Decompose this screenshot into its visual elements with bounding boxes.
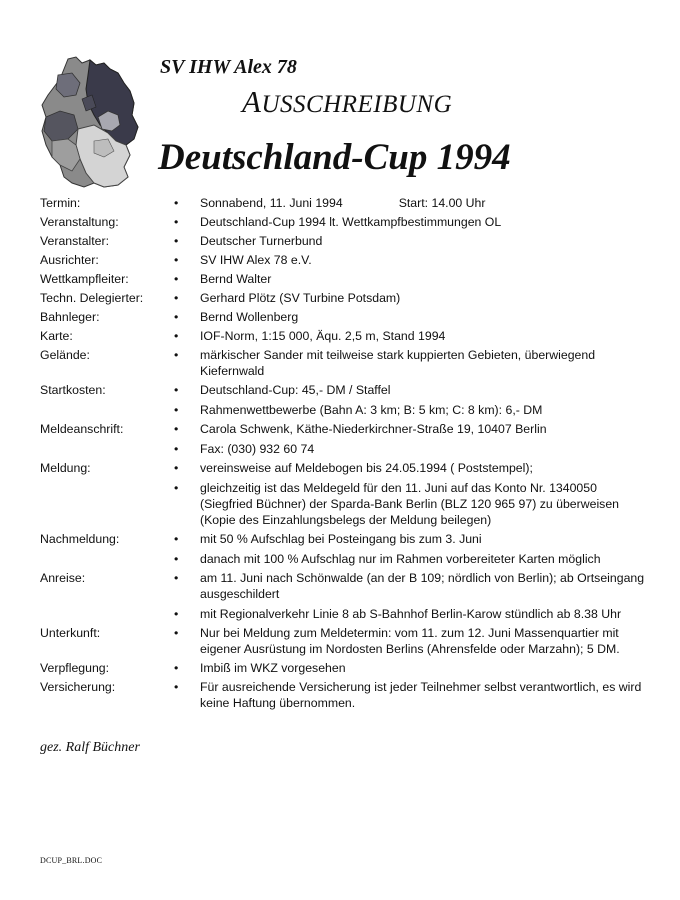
detail-value: mit Regionalverkehr Linie 8 ab S-Bahnhof Berlin-Karow stündlich ab 8.38 Uhr xyxy=(200,607,622,621)
bullet-icon: • xyxy=(174,422,179,436)
detail-label: Termin: xyxy=(40,196,81,210)
detail-value: Gerhard Plötz (SV Turbine Potsdam) xyxy=(200,291,401,305)
detail-row xyxy=(40,233,650,249)
detail-row xyxy=(40,195,650,211)
signature: gez. Ralf Büchner xyxy=(40,740,140,755)
detail-label: Ausrichter: xyxy=(40,253,99,267)
detail-text xyxy=(200,233,650,249)
detail-item xyxy=(174,233,650,249)
detail-text xyxy=(200,421,650,437)
detail-text xyxy=(200,347,650,379)
detail-text xyxy=(200,328,650,344)
detail-text xyxy=(200,606,650,622)
detail-label: Meldung: xyxy=(40,461,91,475)
detail-text xyxy=(200,290,650,306)
detail-label: Nachmeldung: xyxy=(40,532,120,546)
detail-item xyxy=(174,402,650,418)
detail-item xyxy=(174,347,650,379)
bullet-icon: • xyxy=(174,661,179,675)
detail-item xyxy=(174,531,650,547)
detail-value: Bernd Walter xyxy=(200,272,272,286)
detail-value: Für ausreichende Versicherung ist jeder Teilnehmer selbst verantwortlich, es wird keine Haftung übernommen. xyxy=(200,680,642,710)
detail-value: Carola Schwenk, Käthe-Niederkirchner-Straße 19, 10407 Berlin xyxy=(200,422,547,436)
detail-item xyxy=(174,679,650,711)
detail-row xyxy=(40,531,650,567)
bullet-icon: • xyxy=(174,383,179,397)
start-time: Start: 14.00 Uhr xyxy=(398,196,486,210)
detail-text xyxy=(200,679,650,711)
detail-value: Rahmenwettbewerbe (Bahn A: 3 km; B: 5 km; C: 8 km): 6,- DM xyxy=(200,403,543,417)
detail-item xyxy=(174,214,650,230)
detail-text xyxy=(200,660,650,676)
bullet-icon: • xyxy=(174,348,179,362)
detail-label: Anreise: xyxy=(40,571,86,585)
detail-item xyxy=(174,570,650,602)
document-heading xyxy=(242,84,452,120)
bullet-icon: • xyxy=(174,291,179,305)
detail-value: Bernd Wollenberg xyxy=(200,310,299,324)
detail-item xyxy=(174,290,650,306)
detail-value: mit 50 % Aufschlag bei Posteingang bis zum 3. Juni xyxy=(200,532,482,546)
detail-label: Karte: xyxy=(40,329,73,343)
detail-text xyxy=(200,480,650,528)
detail-label: Veranstaltung: xyxy=(40,215,119,229)
detail-item xyxy=(174,382,650,398)
detail-item xyxy=(174,606,650,622)
detail-item xyxy=(174,252,650,268)
detail-row xyxy=(40,570,650,622)
detail-row xyxy=(40,660,650,676)
file-name: DCUP_BRL.DOC xyxy=(40,856,103,865)
detail-text xyxy=(200,570,650,602)
detail-label: Wettkampfleiter: xyxy=(40,272,129,286)
detail-label: Verpflegung: xyxy=(40,661,110,675)
detail-item xyxy=(174,480,650,528)
detail-value: Deutscher Turnerbund xyxy=(200,234,323,248)
detail-label: Versicherung: xyxy=(40,680,116,694)
detail-row xyxy=(40,309,650,325)
bullet-icon: • xyxy=(174,272,179,286)
detail-row xyxy=(40,625,650,657)
detail-item xyxy=(174,441,650,457)
detail-text xyxy=(200,625,650,657)
detail-text xyxy=(200,214,650,230)
detail-item xyxy=(174,271,650,287)
detail-value: Fax: (030) 932 60 74 xyxy=(200,442,315,456)
detail-text xyxy=(200,271,650,287)
detail-value: danach mit 100 % Aufschlag nur im Rahmen vorbereiteter Karten möglich xyxy=(200,552,601,566)
detail-row xyxy=(40,290,650,306)
detail-row xyxy=(40,347,650,379)
detail-text xyxy=(200,195,650,211)
detail-row xyxy=(40,328,650,344)
detail-text xyxy=(200,402,650,418)
bullet-icon: • xyxy=(174,310,179,324)
detail-item xyxy=(174,421,650,437)
bullet-icon: • xyxy=(174,329,179,343)
detail-item xyxy=(174,460,650,476)
detail-item xyxy=(174,551,650,567)
heading-initial: A xyxy=(242,84,262,119)
detail-label: Gelände: xyxy=(40,348,90,362)
detail-label: Techn. Delegierter: xyxy=(40,291,144,305)
bullet-icon: • xyxy=(174,571,179,585)
detail-row xyxy=(40,271,650,287)
detail-value: Sonnabend, 11. Juni 1994 xyxy=(200,196,343,210)
detail-value: IOF-Norm, 1:15 000, Äqu. 2,5 m, Stand 1994 xyxy=(200,329,446,343)
detail-text xyxy=(200,252,650,268)
detail-row xyxy=(40,252,650,268)
club-name: SV IHW Alex 78 xyxy=(160,56,297,78)
detail-label: Unterkunft: xyxy=(40,626,101,640)
detail-label: Startkosten: xyxy=(40,383,106,397)
detail-value: gleichzeitig ist das Meldegeld für den 11. Juni auf das Konto Nr. 1340050 (Siegfried Büchner) der Sparda-Bank Berlin (BLZ 120 965 97) zu überweisen (Kopie des Einzahlungsbelegs der Meldung beilegen) xyxy=(200,481,620,527)
detail-item xyxy=(174,660,650,676)
detail-label: Veranstalter: xyxy=(40,234,110,248)
bullet-icon: • xyxy=(174,461,179,475)
detail-item xyxy=(174,309,650,325)
detail-row xyxy=(40,679,650,711)
detail-text xyxy=(200,382,650,398)
germany-map-logo xyxy=(38,55,140,190)
bullet-icon: • xyxy=(174,442,179,456)
detail-row xyxy=(40,382,650,418)
bullet-icon: • xyxy=(174,403,179,417)
detail-value: SV IHW Alex 78 e.V. xyxy=(200,253,312,267)
detail-value: märkischer Sander mit teilweise stark kuppierten Gebieten, überwiegend Kiefernwald xyxy=(200,348,596,378)
bullet-icon: • xyxy=(174,680,179,694)
bullet-icon: • xyxy=(174,532,179,546)
detail-row xyxy=(40,421,650,457)
detail-row xyxy=(40,214,650,230)
bullet-icon: • xyxy=(174,626,179,640)
details-list xyxy=(40,195,650,714)
detail-value: Deutschland-Cup 1994 lt. Wettkampfbestimmungen OL xyxy=(200,215,502,229)
detail-row xyxy=(40,460,650,528)
detail-item xyxy=(174,625,650,657)
detail-text xyxy=(200,309,650,325)
bullet-icon: • xyxy=(174,234,179,248)
heading-rest: USSCHREIBUNG xyxy=(261,91,453,118)
detail-value: Imbiß im WKZ vorgesehen xyxy=(200,661,346,675)
bullet-icon: • xyxy=(174,552,179,566)
bullet-icon: • xyxy=(174,196,179,210)
bullet-icon: • xyxy=(174,481,179,495)
detail-text xyxy=(200,531,650,547)
detail-label: Bahnleger: xyxy=(40,310,100,324)
detail-value: am 11. Juni nach Schönwalde (an der B 109; nördlich von Berlin); ab Ortseingang ausgeschildert xyxy=(200,571,645,601)
detail-text xyxy=(200,551,650,567)
detail-label: Meldeanschrift: xyxy=(40,422,124,436)
detail-text xyxy=(200,441,650,457)
bullet-icon: • xyxy=(174,215,179,229)
event-title: Deutschland-Cup 1994 xyxy=(158,137,511,178)
detail-value: Nur bei Meldung zum Meldetermin: vom 11. zum 12. Juni Massenquartier mit eigener Ausrüstung im Nordosten Berlins (Ahrensfelde oder Marzahn); 5 DM. xyxy=(200,626,620,656)
detail-value: Deutschland-Cup: 45,- DM / Staffel xyxy=(200,383,391,397)
detail-item xyxy=(174,195,650,211)
bullet-icon: • xyxy=(174,607,179,621)
detail-value: vereinsweise auf Meldebogen bis 24.05.1994 ( Poststempel); xyxy=(200,461,533,475)
detail-item xyxy=(174,328,650,344)
detail-text xyxy=(200,460,650,476)
bullet-icon: • xyxy=(174,253,179,267)
